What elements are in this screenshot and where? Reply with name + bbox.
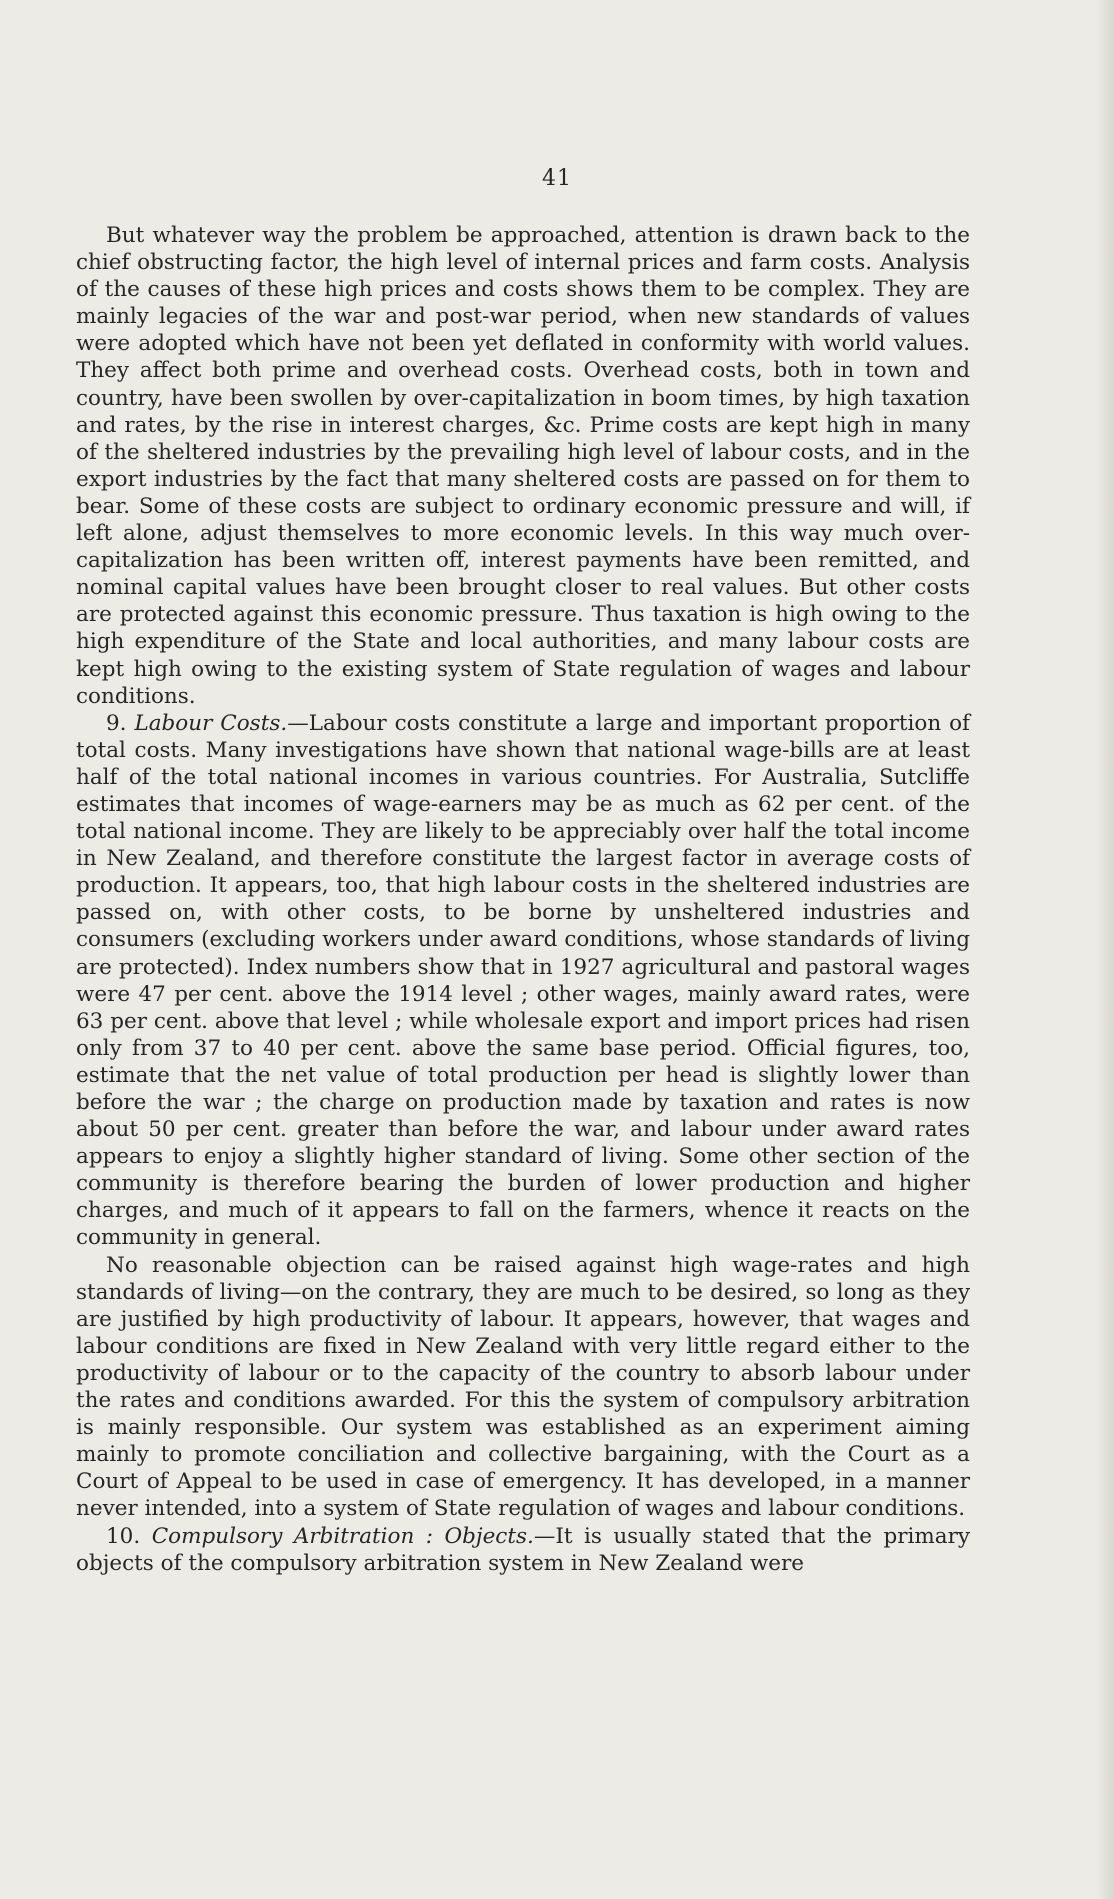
page-number: 41	[542, 166, 572, 191]
paragraph-2	[76, 710, 970, 1252]
paragraph-3	[76, 1252, 970, 1523]
paragraph-1-text: But whatever way the problem be approached, attention is drawn back to the chief obstructing factor, the high level of internal prices and farm costs. Analysis of the causes of these high prices and costs shows them to be complex. They are mainly legacies of the war and post-war period, when new standards of values were adopted which have not been yet deflated in conformity with world values. They affect both prime and overhead costs. Overhead costs, both in town and country, have been swollen by over-capitalization in boom times, by high taxation and rates, by the rise in interest charges, &c. Prime costs are kept high in many of the sheltered industries by the prevailing high level of labour costs, and in the export industries by the fact that many sheltered costs are passed on for them to bear. Some of these costs are subject to ordinary economic pressure and will, if left alone, adjust themselves to more economic levels. In this way much over-capitalization has been written off, interest payments have been remitted, and nominal capital values have been brought closer to real values. But other costs are protected against this economic pressure. Thus taxation is high owing to the high expenditure of the State and local authorities, and many labour costs are kept high owing to the existing system of State regulation of wages and labour conditions.	[76, 223, 970, 709]
paragraph-4	[76, 1523, 970, 1577]
paragraph-2-text: —Labour costs constitute a large and important proportion of total costs. Many investigations have shown that national wage-bills are at least half of the total national incomes in various countries. For Australia, Sutcliffe estimates that incomes of wage-earners may be as much as 62 per cent. of the total national income. They are likely to be appreciably over half the total income in New Zealand, and therefore constitute the largest factor in average costs of production. It appears, too, that high labour costs in the sheltered industries are passed on, with other costs, to be borne by unsheltered industries and consumers (excluding workers under award conditions, whose standards of living are protected). Index numbers show that in 1927 agricultural and pastoral wages were 47 per cent. above the 1914 level ; other wages, mainly award rates, were 63 per cent. above that level ; while wholesale export and import prices had risen only from 37 to 40 per cent. above the same base period. Official figures, too, estimate that the net value of total production per head is slightly lower than before the war ; the charge on production made by taxation and rates is now about 50 per cent. greater than before the war, and labour under award rates appears to enjoy a slightly higher standard of living. Some other section of the community is therefore bearing the burden of lower production and higher charges, and much of it appears to fall on the farmers, whence it reacts on the community in general.	[76, 710, 970, 1251]
paragraph-4-text: —It is usually stated that the primary objects of the compulsory arbitration system in New Zealand were	[76, 1523, 970, 1576]
section-number: 9.	[106, 710, 127, 736]
body-text	[76, 222, 970, 1577]
section-heading: Labour Costs.	[134, 710, 288, 736]
section-heading: Compulsory Arbitration : Objects.	[151, 1523, 534, 1549]
paragraph-1	[76, 222, 970, 710]
page-edge-shadow	[1096, 0, 1114, 1899]
section-number: 10.	[106, 1523, 141, 1549]
paragraph-3-text: No reasonable objection can be raised against high wage-rates and high standards of living—on the contrary, they are much to be desired, so long as they are justified by high productivity of labour. It appears, however, that wages and labour conditions are fixed in New Zealand with very little regard either to the productivity of labour or to the capacity of the country to absorb labour under the rates and conditions awarded. For this the system of compulsory arbitration is mainly responsible. Our system was established as an experiment aiming mainly to promote conciliation and collective bargaining, with the Court as a Court of Appeal to be used in case of emergency. It has developed, in a manner never intended, into a system of State regulation of wages and labour conditions.	[76, 1252, 970, 1522]
